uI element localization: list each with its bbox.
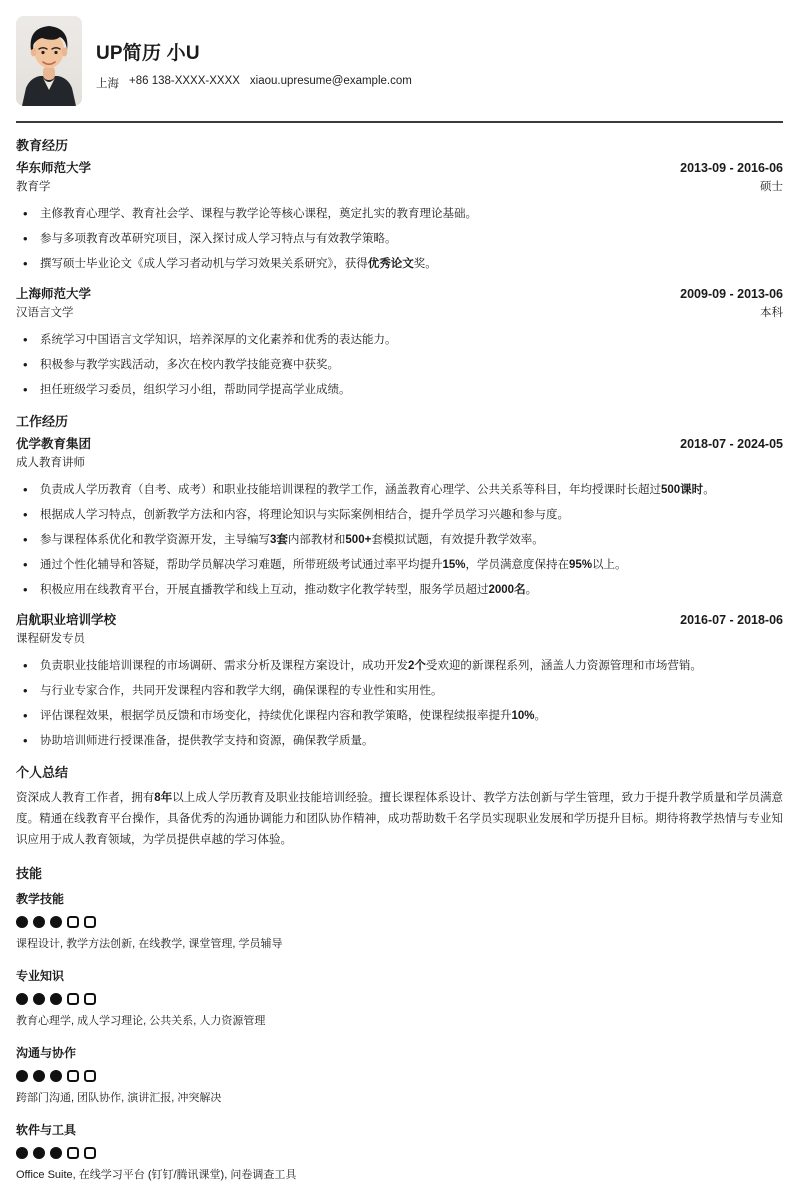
education-entries <box>16 160 783 399</box>
skill-items-text: 教育心理学, 成人学习理论, 公共关系, 人力资源管理 <box>16 1015 266 1027</box>
header-text <box>96 16 412 91</box>
major-or-role: 课程研发专员 <box>16 633 85 645</box>
bullet-list <box>16 331 783 399</box>
phone-text: +86 138-XXXX-XXXX <box>129 75 240 87</box>
section-title-work: 工作经历 <box>16 414 69 429</box>
degree-or-level: 硕士 <box>760 181 783 193</box>
rating-dot-empty <box>67 1070 79 1082</box>
resume-entry <box>16 612 783 750</box>
skill-group <box>16 1045 783 1105</box>
skill-group <box>16 891 783 951</box>
skill-items-text: Office Suite, 在线学习平台 (钉钉/腾讯课堂), 问卷调查工具 <box>16 1169 297 1181</box>
bullet-list <box>16 481 783 599</box>
rating-dot-empty <box>67 1147 79 1159</box>
entry-subheader <box>16 179 783 195</box>
bullet-item: • 负责职业技能培训课程的市场调研、需求分析及课程方案设计，成功开发2个受欢迎的新课程系列，涵盖人力资源管理和市场营销。 <box>16 657 783 675</box>
entry-header <box>16 436 783 453</box>
rating-dot-empty <box>84 1070 96 1082</box>
resume-entry <box>16 286 783 399</box>
rating-dot-filled <box>16 1070 28 1082</box>
resume-header <box>16 16 783 106</box>
date-range: 2009-09 - 2013-06 <box>680 287 783 301</box>
skill-rating-dots <box>16 1070 783 1082</box>
skill-rating-dots <box>16 993 783 1005</box>
skill-group-name: 教学技能 <box>16 892 65 906</box>
profile-photo <box>16 16 82 106</box>
skill-items-text: 课程设计, 教学方法创新, 在线教学, 课堂管理, 学员辅导 <box>16 938 283 950</box>
resume-entry <box>16 160 783 273</box>
profile-photo-illustration <box>16 16 82 106</box>
bullet-item: • 主修教育心理学、教育社会学、课程与教学论等核心课程，奠定扎实的教育理论基础。 <box>16 205 783 223</box>
date-range: 2013-09 - 2016-06 <box>680 161 783 175</box>
section-summary <box>16 764 783 851</box>
bullet-item: • 系统学习中国语言文学知识，培养深厚的文化素养和优秀的表达能力。 <box>16 331 783 349</box>
skill-group-name: 软件与工具 <box>16 1123 77 1137</box>
entry-subheader <box>16 631 783 647</box>
organization-name: 启航职业培训学校 <box>16 613 117 627</box>
bullet-list <box>16 657 783 750</box>
rating-dot-filled <box>33 993 45 1005</box>
entry-header <box>16 286 783 303</box>
bullet-item: • 与行业专家合作，共同开发课程内容和教学大纲，确保课程的专业性和实用性。 <box>16 682 783 700</box>
organization-name: 优学教育集团 <box>16 437 92 451</box>
section-work <box>16 413 783 750</box>
bullet-item: • 根据成人学习特点，创新教学方法和内容，将理论知识与实际案例相结合，提升学员学习兴趣和参与度。 <box>16 506 783 524</box>
rating-dot-empty <box>84 916 96 928</box>
candidate-name: UP简历 小U <box>96 43 200 64</box>
entry-header <box>16 612 783 629</box>
skill-items-text: 跨部门沟通, 团队协作, 演讲汇报, 冲突解决 <box>16 1092 222 1104</box>
skill-group <box>16 968 783 1028</box>
skill-group-name: 专业知识 <box>16 969 65 983</box>
entry-subheader <box>16 305 783 321</box>
skill-rating-dots <box>16 916 783 928</box>
section-education <box>16 137 783 399</box>
organization-name: 上海师范大学 <box>16 287 92 301</box>
entry-subheader <box>16 455 783 471</box>
rating-dot-filled <box>33 1070 45 1082</box>
bullet-item: • 担任班级学习委员，组织学习小组，帮助同学提高学业成绩。 <box>16 381 783 399</box>
rating-dot-filled <box>16 1147 28 1159</box>
rating-dot-filled <box>50 916 62 928</box>
contact-line <box>96 75 412 91</box>
bullet-list <box>16 205 783 273</box>
rating-dot-filled <box>33 916 45 928</box>
section-title-education: 教育经历 <box>16 138 69 153</box>
bullet-item: • 撰写硕士毕业论文《成人学习者动机与学习效果关系研究》，获得优秀论文奖。 <box>16 255 783 273</box>
bullet-item: • 负责成人学历教育（自考、成考）和职业技能培训课程的教学工作，涵盖教育心理学、公共关系等科目，年均授课时长超过500课时。 <box>16 481 783 499</box>
major-or-role: 教育学 <box>16 181 51 193</box>
section-title-summary: 个人总结 <box>16 765 69 780</box>
bullet-item: • 协助培训师进行授课准备，提供教学支持和资源，确保教学质量。 <box>16 732 783 750</box>
work-entries <box>16 436 783 750</box>
rating-dot-filled <box>16 916 28 928</box>
date-range: 2018-07 - 2024-05 <box>680 437 783 451</box>
header-divider <box>16 121 783 123</box>
bullet-item: • 积极应用在线教育平台，开展直播教学和线上互动，推动数字化教学转型，服务学员超过2000名。 <box>16 581 783 599</box>
rating-dot-empty <box>67 993 79 1005</box>
summary-text: 资深成人教育工作者，拥有8年以上成人学历教育及职业技能培训经验。擅长课程体系设计、教学方法创新与学生管理，致力于提升教学质量和学员满意度。精通在线教育平台操作，具备优秀的沟通协调能力和团队协作精神，成功帮助数千名学员实现职业发展和学历提升目标。期待将教学热情与专业知识应用于成人教育领域，为学员提供卓越的学习体验。 <box>16 792 783 846</box>
date-range: 2016-07 - 2018-06 <box>680 613 783 627</box>
rating-dot-filled <box>50 993 62 1005</box>
major-or-role: 成人教育讲师 <box>16 457 85 469</box>
bullet-item: • 通过个性化辅导和答疑，帮助学员解决学习难题，所带班级考试通过率平均提升15%，学员满意度保持在95%以上。 <box>16 556 783 574</box>
rating-dot-filled <box>33 1147 45 1159</box>
skill-rating-dots <box>16 1147 783 1159</box>
rating-dot-filled <box>50 1147 62 1159</box>
section-title-skills: 技能 <box>16 866 43 881</box>
bullet-item: • 评估课程效果，根据学员反馈和市场变化，持续优化课程内容和教学策略，使课程续报率提升10%。 <box>16 707 783 725</box>
rating-dot-filled <box>16 993 28 1005</box>
skill-group <box>16 1122 783 1182</box>
rating-dot-empty <box>67 916 79 928</box>
resume-entry <box>16 436 783 599</box>
degree-or-level: 本科 <box>760 307 783 319</box>
rating-dot-filled <box>50 1070 62 1082</box>
skill-group-name: 沟通与协作 <box>16 1046 77 1060</box>
major-or-role: 汉语言文学 <box>16 307 74 319</box>
bullet-item: • 参与多项教育改革研究项目，深入探讨成人学习特点与有效教学策略。 <box>16 230 783 248</box>
entry-header <box>16 160 783 177</box>
email-text: xiaou.upresume@example.com <box>249 75 412 87</box>
section-skills <box>16 865 783 1182</box>
rating-dot-empty <box>84 993 96 1005</box>
skill-groups <box>16 891 783 1182</box>
bullet-item: • 参与课程体系优化和教学资源开发，主导编写3套内部教材和500+套模拟试题，有效提升教学效率。 <box>16 531 783 549</box>
organization-name: 华东师范大学 <box>16 161 92 175</box>
location-text: 上海 <box>96 78 119 90</box>
bullet-item: • 积极参与教学实践活动，多次在校内教学技能竞赛中获奖。 <box>16 356 783 374</box>
rating-dot-empty <box>84 1147 96 1159</box>
